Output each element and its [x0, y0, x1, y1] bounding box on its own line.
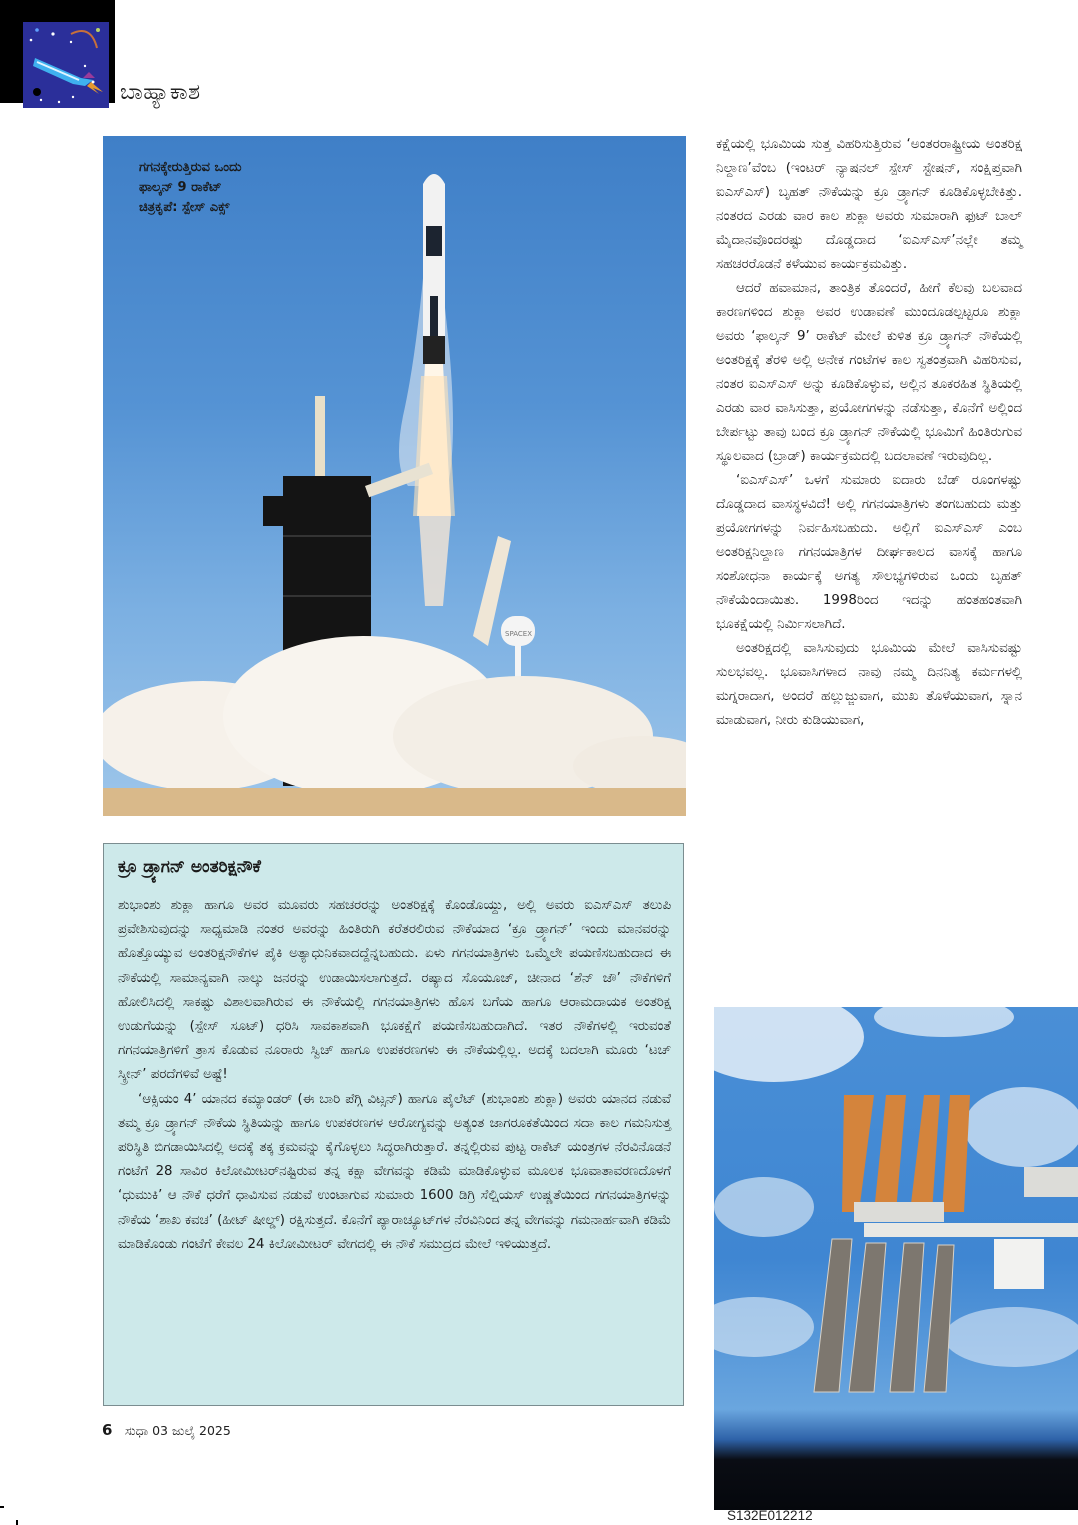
page-number: 6 — [102, 1421, 113, 1439]
rocket-launch-photo — [103, 136, 686, 816]
caption-line: ಚಿತ್ರಕೃಪೆ: ಸ್ಪೇಸ್ ಎಕ್ಸ್ — [139, 200, 230, 215]
water-tower-label: SPACEX — [505, 630, 532, 638]
caption-line: ಗಗನಕ್ಕೇರುತ್ತಿರುವ ಒಂದು — [139, 160, 242, 175]
crop-mark — [16, 1520, 18, 1525]
caption-line: ಫಾಲ್ಕನ್ 9 ರಾಕೆಟ್ — [139, 180, 222, 195]
article-paragraph: ಕಕ್ಷೆಯಲ್ಲಿ ಭೂಮಿಯ ಸುತ್ತ ವಿಹರಿಸುತ್ತಿರುವ ‘ಅಂತರರಾಷ್ಟ್ರೀಯ ಅಂತರಿಕ್ಷ ನಿಲ್ದಾಣ’ವೆಂಬ (ಇಂಟರ್ ನ್ಯಾಷನಲ್ ಸ್ಪೇಸ್ ಸ್ಟೇಷನ್, ಸಂಕ್ಷಿಪ್ತವಾಗಿ ಐಎಸ್‌ಎಸ್) ಬೃಹತ್ ನೌಕೆಯನ್ನು ಕ್ರೂ ಡ್ರ್ಯಾಗನ್ ಕೂಡಿಕೊಳ್ಳಬೇಕಿತ್ತು. ನಂತರದ ಎರಡು ವಾರ ಕಾಲ ಶುಕ್ಲಾ ಅವರು ಸುಮಾರಾಗಿ ಫುಟ್ ಬಾಲ್ ಮೈದಾನವೊಂದರಷ್ಟು ದೊಡ್ಡದಾದ ‘ಐಎಸ್‌ಎಸ್’ನಲ್ಲೇ ತಮ್ಮ ಸಹಚರರೊಡನೆ ಕಳೆಯುವ ಕಾರ್ಯಕ್ರಮವಿತ್ತು. — [716, 137, 1022, 272]
iss-photo — [714, 1007, 1078, 1510]
section-title: ಬಾಹ್ಯಾಕಾಶ — [120, 80, 201, 105]
photo-image-code: S132E012212 — [727, 1508, 813, 1523]
info-box-title: ಕ್ರೂ ಡ್ರ್ಯಾಗನ್ ಅಂತರಿಕ್ಷನೌಕೆ — [118, 857, 261, 877]
info-box-paragraph: ಶುಭಾಂಶು ಶುಕ್ಲಾ ಹಾಗೂ ಅವರ ಮೂವರು ಸಹಚರರನ್ನು ಅಂತರಿಕ್ಷಕ್ಕೆ ಕೊಂಡೊಯ್ದು, ಅಲ್ಲಿ ಅವರು ಐಎಸ್‌ಎಸ್ ತಲುಪಿ ಪ್ರವೇಶಿಸುವುದನ್ನು ಸಾಧ್ಯಮಾಡಿ ನಂತರ ಅವರನ್ನು ಹಿಂತಿರುಗಿ ಕರೆತರಲಿರುವ ನೌಕೆಯಾದ ‘ಕ್ರೂ ಡ್ರ್ಯಾಗನ್’ ಇಂದು ಮಾನವರನ್ನು ಹೊತ್ತೊಯ್ಯುವ ಅಂತರಿಕ್ಷನೌಕೆಗಳ ಪೈಕಿ ಅತ್ಯಾಧುನಿಕವಾದದ್ದೆನ್ನಬಹುದು. ಏಳು ಗಗನಯಾತ್ರಿಗಳು ಒಮ್ಮೆಲೇ ಪಯಣಿಸಬಹುದಾದ ಈ ನೌಕೆಯಲ್ಲಿ ಸಾಮಾನ್ಯವಾಗಿ ನಾಲ್ಕು ಜನರನ್ನು ಉಡಾಯಿಸಲಾಗುತ್ತದೆ. ರಷ್ಯಾದ ಸೊಯೂಜ್, ಚೀನಾದ ‘ಶೆನ್ ಜೌ’ ನೌಕೆಗಳಿಗೆ ಹೋಲಿಸಿದಲ್ಲಿ ಸಾಕಷ್ಟು ವಿಶಾಲವಾಗಿರುವ ಈ ನೌಕೆಯಲ್ಲಿ ಗಗನಯಾತ್ರಿಗಳು ಹೊಸ ಬಗೆಯ ಹಾಗೂ ಆರಾಮದಾಯಕ ಅಂತರಿಕ್ಷ ಉಡುಗೆಯನ್ನು (ಸ್ಪೇಸ್ ಸೂಟ್) ಧರಿಸಿ ಸಾವಕಾಶವಾಗಿ ಭೂಕಕ್ಷೆಗೆ ಪಯಣಿಸಬಹುದಾಗಿದೆ. ಇತರ ನೌಕೆಗಳಲ್ಲಿ ಇರುವಂತೆ ಗಗನಯಾತ್ರಿಗಳಿಗೆ ತ್ರಾಸ ಕೊಡುವ ನೂರಾರು ಸ್ವಿಚ್ ಹಾಗೂ ಉಪಕರಣಗಳು ಈ ನೌಕೆಯಲ್ಲಿಲ್ಲ. ಅದಕ್ಕೆ ಬದಲಾಗಿ ಮೂರು ‘ಟಚ್ ಸ್ಕ್ರೀನ್’ ಪರದೆಗಳಿವೆ ಅಷ್ಟೆ! — [118, 898, 671, 1083]
article-paragraph: ‘ಐಎಸ್‌ಎಸ್’ ಒಳಗೆ ಸುಮಾರು ಐದಾರು ಬೆಡ್ ರೂಂಗಳಷ್ಟು ದೊಡ್ಡದಾದ ವಾಸಸ್ಥಳವಿದೆ! ಅಲ್ಲಿ ಗಗನಯಾತ್ರಿಗಳು ತಂಗಬಹುದು ಮತ್ತು ಪ್ರಯೋಗಗಳನ್ನು ನಿರ್ವಹಿಸಬಹುದು. ಅಲ್ಲಿಗೆ ಐಎಸ್‌ಎಸ್ ಎಂಬ ಅಂತರಿಕ್ಷನಿಲ್ದಾಣ ಗಗನಯಾತ್ರಿಗಳ ದೀರ್ಘಕಾಲದ ವಾಸಕ್ಕೆ ಹಾಗೂ ಸಂಶೋಧನಾ ಕಾರ್ಯಕ್ಕೆ ಅಗತ್ಯ ಸೌಲಭ್ಯಗಳಿರುವ ಒಂದು ಬೃಹತ್ ನೌಕೆಯೆಂದಾಯಿತು. 1998ರಿಂದ ಇದನ್ನು ಹಂತಹಂತವಾಗಿ ಭೂಕಕ್ಷೆಯಲ್ಲಿ ನಿರ್ಮಿಸಲಾಗಿದೆ. — [716, 473, 1022, 632]
article-column-right — [716, 133, 1022, 733]
crew-dragon-info-box — [103, 843, 684, 1406]
info-box-body — [118, 894, 671, 1257]
crop-mark — [0, 1506, 4, 1508]
publication-date: ಸುಧಾ 03 ಜುಲೈ 2025 — [125, 1423, 231, 1438]
article-paragraph: ಅಂತರಿಕ್ಷದಲ್ಲಿ ವಾಸಿಸುವುದು ಭೂಮಿಯ ಮೇಲೆ ವಾಸಿಸುವಷ್ಟು ಸುಲಭವಲ್ಲ. ಭೂವಾಸಿಗಳಾದ ನಾವು ನಮ್ಮ ದಿನನಿತ್ಯ ಕರ್ಮಗಳಲ್ಲಿ ಮಗ್ನರಾದಾಗ, ಅಂದರೆ ಹಲ್ಲುಜ್ಜುವಾಗ, ಮುಖ ತೊಳೆಯುವಾಗ, ಸ್ನಾನ ಮಾಡುವಾಗ, ನೀರು ಕುಡಿಯುವಾಗ, — [716, 641, 1022, 728]
info-box-paragraph: ‘ಆಕ್ಸಿಯಂ 4’ ಯಾನದ ಕಮ್ಯಾಂಡರ್ (ಈ ಬಾರಿ ಪೆಗ್ಗಿ ವಿಟ್ಸನ್) ಹಾಗೂ ಪೈಲೆಟ್ (ಶುಭಾಂಶು ಶುಕ್ಲಾ) ಅವರು ಯಾನದ ನಡುವೆ ತಮ್ಮ ಕ್ರೂ ಡ್ರ್ಯಾಗನ್ ನೌಕೆಯ ಸ್ಥಿತಿಯನ್ನು ಹಾಗೂ ಉಪಕರಣಗಳ ಆರೋಗ್ಯವನ್ನು ಅತ್ಯಂತ ಜಾಗರೂಕತೆಯಿಂದ ಸದಾ ಕಾಲ ಗಮನಿಸುತ್ತ ಪರಿಸ್ಥಿತಿ ಬಿಗಡಾಯಿಸಿದಲ್ಲಿ ಅದಕ್ಕೆ ತಕ್ಕ ಕ್ರಮವನ್ನು ಕೈಗೊಳ್ಳಲು ಸಿದ್ಧರಾಗಿರುತ್ತಾರೆ. ತನ್ನಲ್ಲಿರುವ ಪುಟ್ಟ ರಾಕೆಟ್ ಯಂತ್ರಗಳ ನೆರವಿನೊಡನೆ ಗಂಟೆಗೆ 28 ಸಾವಿರ ಕಿಲೋಮೀಟರ್‌ನಷ್ಟಿರುವ ತನ್ನ ಕಕ್ಷಾ ವೇಗವನ್ನು ಕಡಿಮೆ ಮಾಡಿಕೊಳ್ಳುವ ಮೂಲಕ ಭೂವಾತಾವರಣದೊಳಗೆ ‘ಧುಮುಕಿ’ ಆ ನೌಕೆ ಧರೆಗೆ ಧಾವಿಸುವ ನಡುವೆ ಉಂಟಾಗುವ ಸುಮಾರು 1600 ಡಿಗ್ರಿ ಸೆಲ್ಷಿಯಸ್ ಉಷ್ಣತೆಯಿಂದ ಗಗನಯಾತ್ರಿಗಳನ್ನು ನೌಕೆಯ ‘ಶಾಖ ಕವಚ’ (ಹೀಟ್ ಷೀಲ್ಡ್) ರಕ್ಷಿಸುತ್ತದೆ. ಕೊನೆಗೆ ಪ್ಯಾರಾಚ್ಯೂಟ್‌ಗಳ ನೆರವಿನಿಂದ ತನ್ನ ವೇಗವನ್ನು ಗಮನಾರ್ಹವಾಗಿ ಕಡಿಮೆ ಮಾಡಿಕೊಂಡು ಗಂಟೆಗೆ ಕೇವಲ 24 ಕಿಲೋಮೀಟರ್ ವೇಗದಲ್ಲಿ ಈ ನೌಕೆ ಸಮುದ್ರದ ಮೇಲೆ ಇಳಿಯುತ್ತದೆ. — [118, 1091, 671, 1252]
article-paragraph: ಆದರೆ ಹವಾಮಾನ, ತಾಂತ್ರಿಕ ತೊಂದರೆ, ಹೀಗೆ ಕೆಲವು ಬಲವಾದ ಕಾರಣಗಳಿಂದ ಶುಕ್ಲಾ ಅವರ ಉಡಾವಣೆ ಮುಂದೂಡಲ್ಪಟ್ಟರೂ ಶುಕ್ಲಾ ಅವರು ‘ಫಾಲ್ಕನ್ 9’ ರಾಕೆಟ್ ಮೇಲೆ ಕುಳಿತ ಕ್ರೂ ಡ್ರ್ಯಾಗನ್ ನೌಕೆಯಲ್ಲಿ ಅಂತರಿಕ್ಷಕ್ಕೆ ತೆರಳಿ ಅಲ್ಲಿ ಅನೇಕ ಗಂಟೆಗಳ ಕಾಲ ಸ್ವತಂತ್ರವಾಗಿ ವಿಹರಿಸುವ, ನಂತರ ಐಎಸ್‌ಎಸ್ ಅನ್ನು ಕೂಡಿಕೊಳ್ಳುವ, ಅಲ್ಲಿನ ತೂಕರಹಿತ ಸ್ಥಿತಿಯಲ್ಲಿ ಎರಡು ವಾರ ವಾಸಿಸುತ್ತಾ, ಪ್ರಯೋಗಗಳನ್ನು ನಡೆಸುತ್ತಾ, ಕೊನೆಗೆ ಅಲ್ಲಿಂದ ಬೇರ್ಪಟ್ಟು ತಾವು ಬಂದ ಕ್ರೂ ಡ್ರ್ಯಾಗನ್ ನೌಕೆಯಲ್ಲಿ ಭೂಮಿಗೆ ಹಿಂತಿರುಗುವ ಸ್ಥೂಲವಾದ (ಬ್ರಾಡ್) ಕಾರ್ಯಕ್ರಮದಲ್ಲಿ ಬದಲಾವಣೆ ಇರುವುದಿಲ್ಲ. — [716, 281, 1022, 464]
photo-caption — [139, 158, 242, 218]
rocket-space-icon — [23, 22, 109, 108]
